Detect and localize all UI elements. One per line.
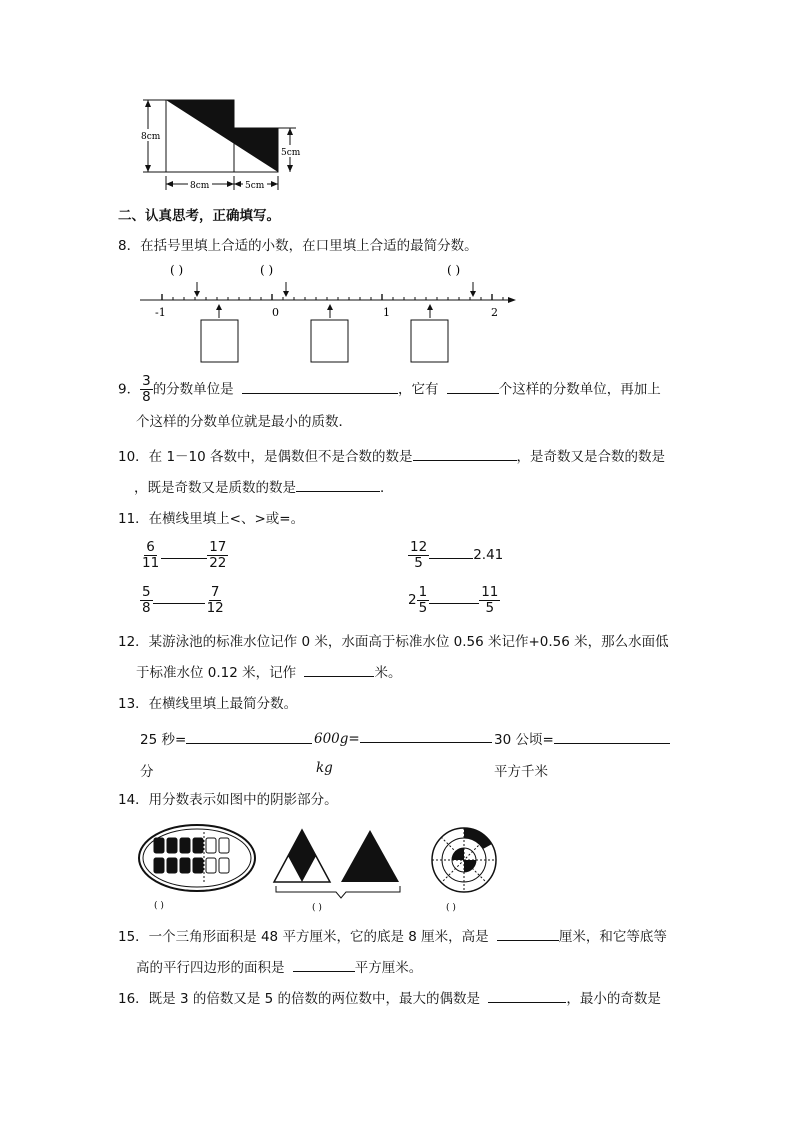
q10-blank-1[interactable]	[413, 446, 517, 461]
q9-line1: 9． $\frac{3}{8}$ 的分数单位是 ，它有 个这样的分数单位，再加上	[118, 373, 661, 405]
q16-blank-1[interactable]	[488, 988, 566, 1003]
label-left: 8cm	[141, 132, 161, 142]
q9-line2: 个这样的分数单位就是最小的质数．	[136, 414, 352, 430]
q9-blank-1[interactable]	[242, 379, 398, 394]
paren-3: ( )	[447, 263, 461, 277]
q9-fraction: $\frac{3}{8}$	[142, 373, 151, 405]
q15-blank-2[interactable]	[293, 957, 355, 972]
q16-line1: 16．既是 3 的倍数又是 5 的倍数的两位数中，最大的偶数是 ，最小的奇数是	[118, 988, 661, 1009]
can-shaded	[193, 858, 203, 873]
q11-text: 11．在横线里填上<、>或=。	[118, 511, 305, 527]
answer-box-3	[411, 320, 448, 362]
circle-figure	[432, 828, 496, 913]
can-shaded	[154, 838, 164, 853]
q11-blank-c[interactable]	[153, 583, 205, 604]
q13-blank-1[interactable]	[186, 729, 312, 744]
answer-box-1	[201, 320, 238, 362]
shaded-region	[166, 100, 278, 172]
can-shaded	[180, 858, 190, 873]
q15-blank-1[interactable]	[497, 926, 559, 941]
q15-line2: 高的平行四边形的面积是 平方厘米。	[136, 957, 422, 978]
paren-ellipse: ( )	[154, 901, 164, 911]
tick-label-1: 1	[383, 306, 390, 319]
q12-blank[interactable]	[304, 662, 374, 677]
q11-item-b: $\frac{12}{5}$ 2.41	[410, 538, 504, 571]
can-empty	[206, 838, 216, 853]
q13-blank-2[interactable]	[360, 728, 492, 743]
can-shaded	[167, 838, 177, 853]
q13-text: 13．在横线里填上最简分数。	[118, 696, 298, 712]
triangles-figure	[274, 830, 400, 913]
answer-box-2	[311, 320, 348, 362]
q13-unit2: kg	[316, 760, 333, 776]
can-empty	[219, 838, 229, 853]
q11-blank-a[interactable]	[161, 538, 207, 559]
can-shaded	[180, 838, 190, 853]
q13-item2: 600g=	[314, 728, 492, 747]
q11-item-d: 2 $\frac{1}{5}$ $\frac{11}{5}$	[408, 583, 499, 616]
q10-line1: 10．在 1－10 各数中，是偶数但不是合数的数是 ，是奇数又是合数的数是	[118, 446, 665, 467]
can-empty	[206, 858, 216, 873]
paren-circle: ( )	[446, 903, 456, 913]
q12-line2: 于标准水位 0.12 米，记作 米。	[136, 662, 401, 683]
tick-label-0: 0	[272, 306, 279, 319]
q13-item3: 30 公顷=	[494, 728, 670, 748]
can-shaded	[154, 858, 164, 873]
q8-text: 8．在括号里填上合适的小数，在口里填上合适的最简分数。	[118, 238, 478, 254]
q10-line2: ，既是奇数又是质数的数是 ．	[134, 477, 394, 498]
q9-blank-2[interactable]	[447, 379, 499, 394]
can-shaded	[193, 838, 203, 853]
label-bottom-left: 8cm	[190, 181, 210, 191]
q13-item1: 25 秒=	[140, 728, 312, 748]
q15-line1: 15．一个三角形面积是 48 平方厘米，它的底是 8 厘米，高是 厘米，和它等底等	[118, 926, 667, 947]
paren-1: ( )	[170, 263, 184, 277]
q11-blank-b[interactable]	[429, 538, 473, 559]
can-empty	[219, 858, 229, 873]
q11-blank-d[interactable]	[429, 583, 479, 604]
trapezoid-figure	[138, 96, 308, 194]
q13-blank-3[interactable]	[554, 729, 670, 744]
q9-prefix: 9．	[118, 381, 141, 398]
q11-item-a: $\frac{6}{11}$ $\frac{17}{22}$	[142, 538, 227, 571]
paren-triangles: ( )	[312, 903, 322, 913]
tick-label-neg1: -1	[155, 306, 166, 319]
shaded-figures	[136, 822, 506, 918]
number-line-ticks	[162, 294, 503, 300]
q10-blank-2[interactable]	[296, 477, 380, 492]
paren-2: ( )	[260, 263, 274, 277]
label-bottom-right: 5cm	[245, 181, 265, 191]
q14-text: 14．用分数表示如图中的阴影部分。	[118, 792, 338, 808]
q12-line1: 12．某游泳池的标准水位记作 0 米，水面高于标准水位 0.56 米记作+0.56 米，那么水面低	[118, 634, 669, 650]
ellipse-figure	[139, 825, 255, 911]
tick-label-2: 2	[491, 306, 498, 319]
section-heading: 二、认真思考，正确填写。	[118, 208, 280, 224]
q11-item-c: $\frac{5}{8}$ $\frac{7}{12}$	[142, 583, 224, 616]
q13-unit1: 分	[140, 764, 154, 780]
can-shaded	[167, 858, 177, 873]
label-right: 5cm	[281, 148, 301, 158]
number-line-figure	[140, 258, 530, 368]
q13-unit3: 平方千米	[494, 764, 548, 780]
